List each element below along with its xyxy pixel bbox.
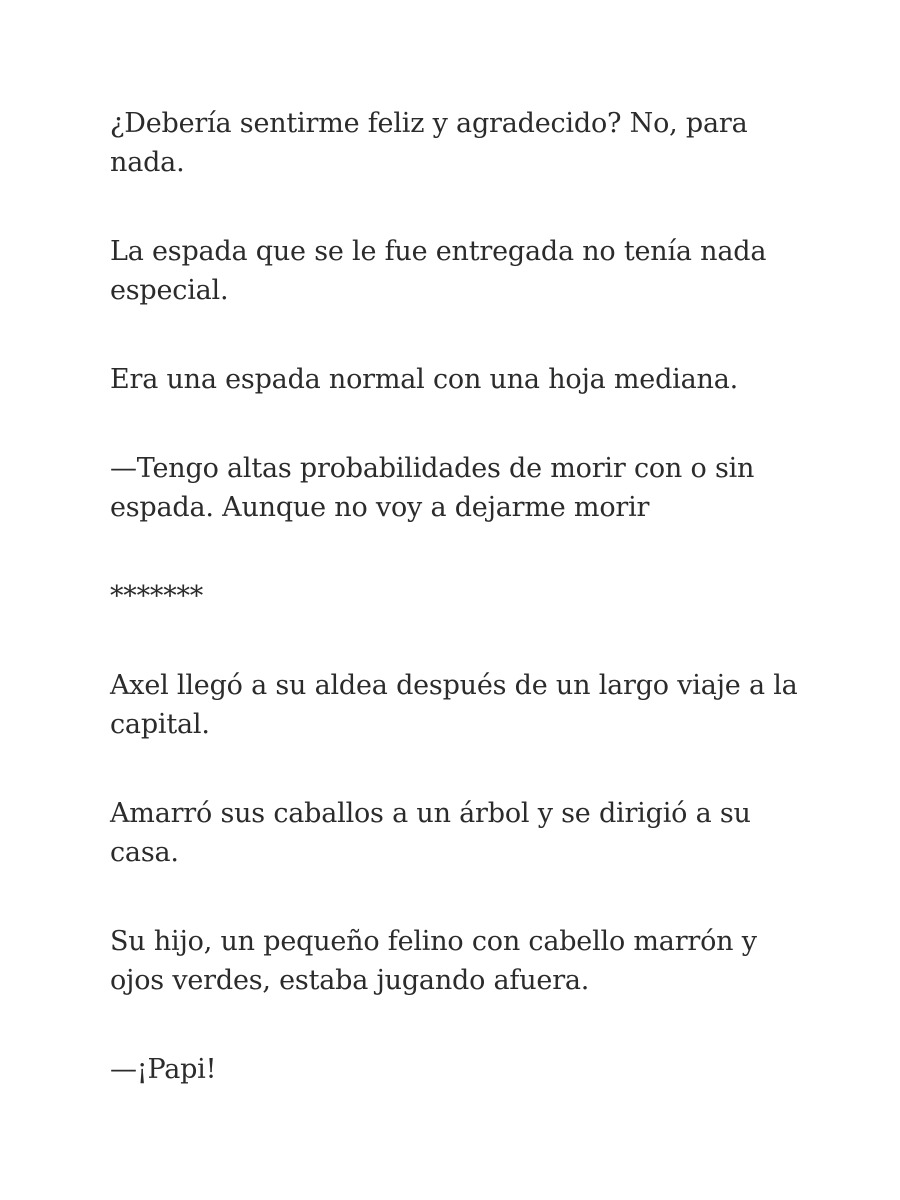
paragraph-1: ¿Debería sentirme feliz y agradecido? No, para nada. — [110, 108, 748, 178]
scene-break: ******* — [110, 581, 204, 612]
paragraph-7: Su hijo, un pequeño felino con cabello marrón y ojos verdes, estaba jugando afuera. — [110, 926, 757, 996]
paragraph-3: Era una espada normal con una hoja mediana. — [110, 364, 738, 395]
paragraph-6: Amarró sus caballos a un árbol y se dirigió a su casa. — [110, 798, 751, 868]
paragraph-8: —¡Papi! — [110, 1054, 217, 1085]
paragraph-5: Axel llegó a su aldea después de un largo viaje a la capital. — [110, 670, 798, 740]
story-text — [110, 104, 810, 1139]
paragraph-4: —Tengo altas probabilidades de morir con o sin espada. Aunque no voy a dejarme morir — [110, 453, 755, 523]
paragraph-2: La espada que se le fue entregada no tenía nada especial. — [110, 236, 767, 306]
